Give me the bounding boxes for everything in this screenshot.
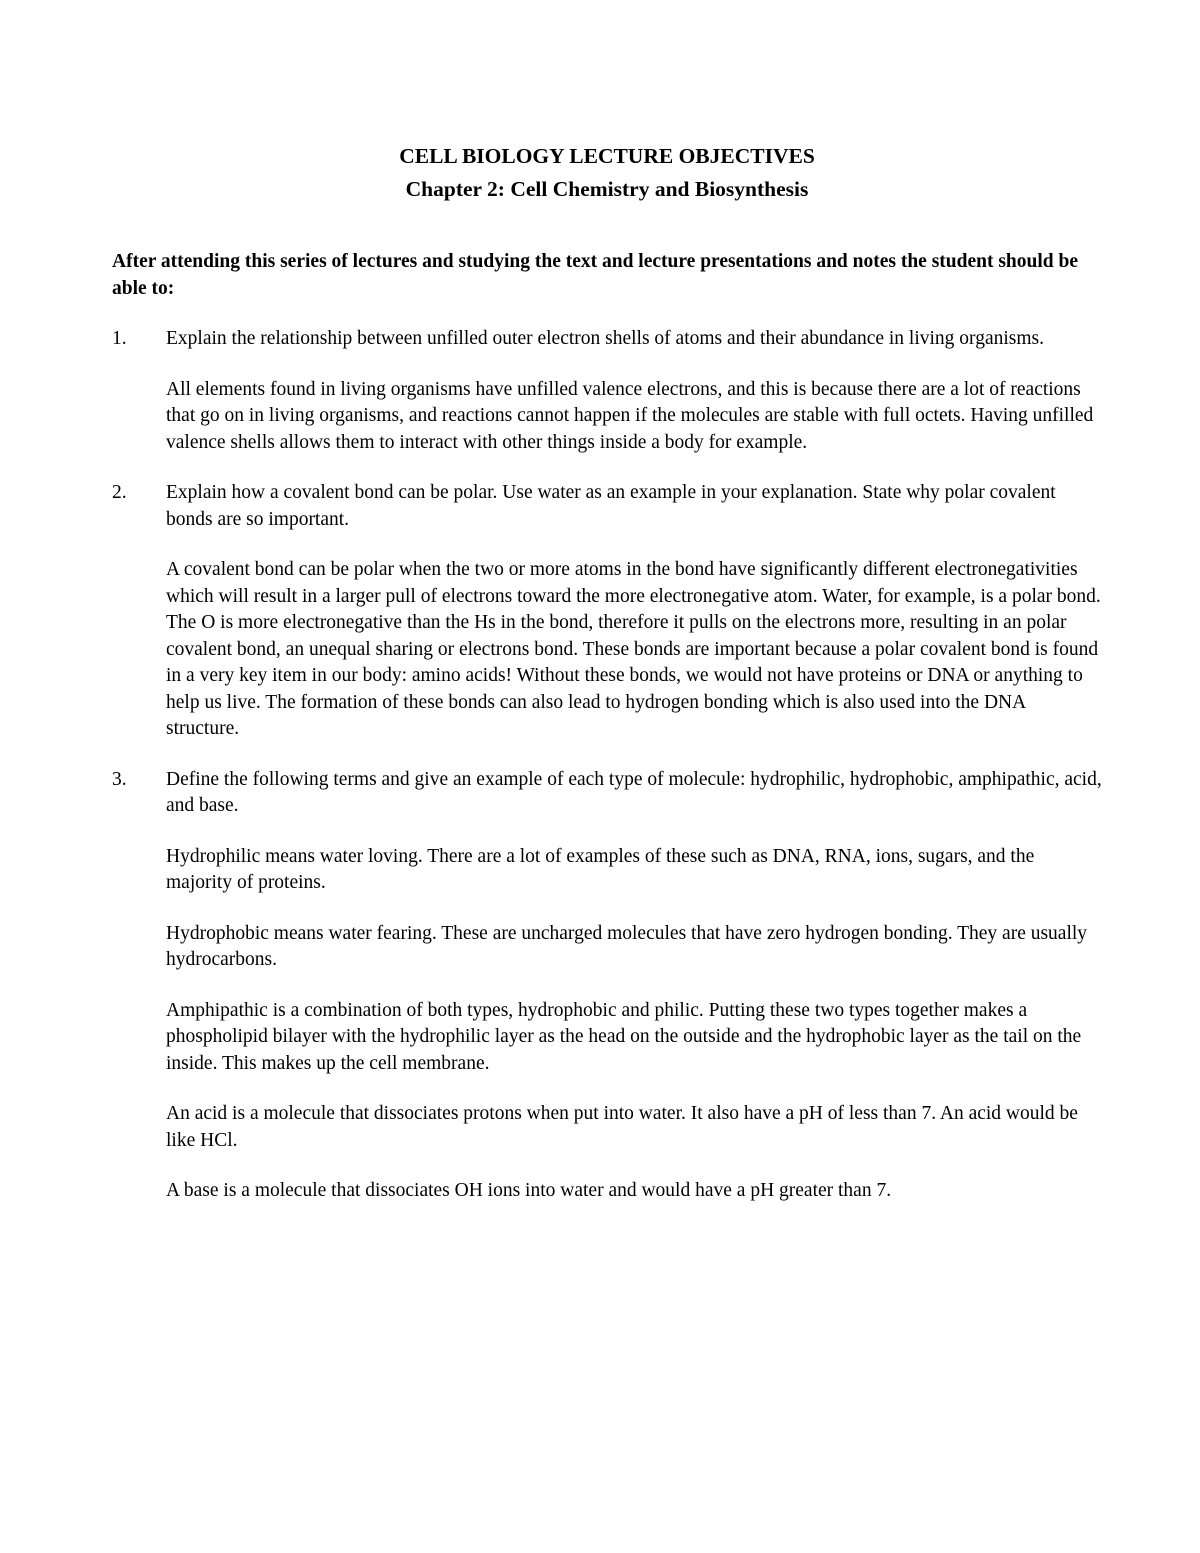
answer-acid: An acid is a molecule that dissociates protons when put into water. It also have a pH of less than 7. An acid would be like HCl. xyxy=(166,1103,1078,1151)
objective-body xyxy=(166,767,1102,1205)
objective-body xyxy=(166,326,1102,456)
objective-question: Explain how a covalent bond can be polar. Use water as an example in your explanation. State why polar covalent bonds are so important. xyxy=(166,482,1056,530)
chapter-subtitle: Chapter 2: Cell Chemistry and Biosynthesis xyxy=(405,177,809,201)
objective-body xyxy=(166,480,1102,743)
objective-item xyxy=(112,480,1102,743)
answer-hydrophobic: Hydrophobic means water fearing. These are uncharged molecules that have zero hydrogen bonding. They are usually hydrocarbons. xyxy=(166,922,1088,970)
answer-amphipathic: Amphipathic is a combination of both types, hydrophobic and philic. Putting these two types together makes a phospholipid bilayer with the hydrophilic layer as the head on the outside and the hydrophobic layer as the tail on the inside. This makes up the cell membrane. xyxy=(166,999,1082,1074)
objective-item xyxy=(112,767,1102,1205)
title-block xyxy=(112,140,1102,206)
objective-number: 1. xyxy=(112,328,127,349)
objective-question: Explain the relationship between unfilled outer electron shells of atoms and their abundance in living organisms. xyxy=(166,328,1044,349)
objective-number: 3. xyxy=(112,768,127,790)
answer-base: A base is a molecule that dissociates OH ions into water and would have a pH greater than 7. xyxy=(166,1180,892,1201)
objective-answer: All elements found in living organisms have unfilled valence electrons, and this is because there are a lot of reactions that go on in living organisms, and reactions cannot happen if the molecules are stable with full octets. Having unfilled valence shells allows them to interact with other things inside a body for example. xyxy=(166,378,1094,453)
objective-number: 2. xyxy=(112,482,127,503)
objective-question: Define the following terms and give an example of each type of molecule: hydrophilic, hydrophobic, amphipathic, acid, and base. xyxy=(166,768,1102,816)
objective-item xyxy=(112,326,1102,456)
document-page xyxy=(112,140,1102,1229)
page-title: CELL BIOLOGY LECTURE OBJECTIVES xyxy=(399,144,815,168)
objective-answer: A covalent bond can be polar when the two or more atoms in the bond have significantly different electronegativities which will result in a larger pull of electrons toward the more electronegative atom. Water, for example, is a polar bond. The O is more electronegative than the Hs in the bond, therefore it pulls on the electrons more, resulting in an polar covalent bond, an unequal sharing or electrons bond. These bonds are important because a polar covalent bond is found in a very key item in our body: amino acids! Without these bonds, we would not have proteins or DNA or anything to help us live. The formation of these bonds can also lead to hydrogen bonding which is also used into the DNA structure. xyxy=(166,559,1101,739)
intro-statement: After attending this series of lectures and studying the text and lecture presentations and notes the student should be able to: xyxy=(112,251,1079,299)
answer-hydrophilic: Hydrophilic means water loving. There are a lot of examples of these such as DNA, RNA, ions, sugars, and the majority of proteins. xyxy=(166,845,1035,893)
